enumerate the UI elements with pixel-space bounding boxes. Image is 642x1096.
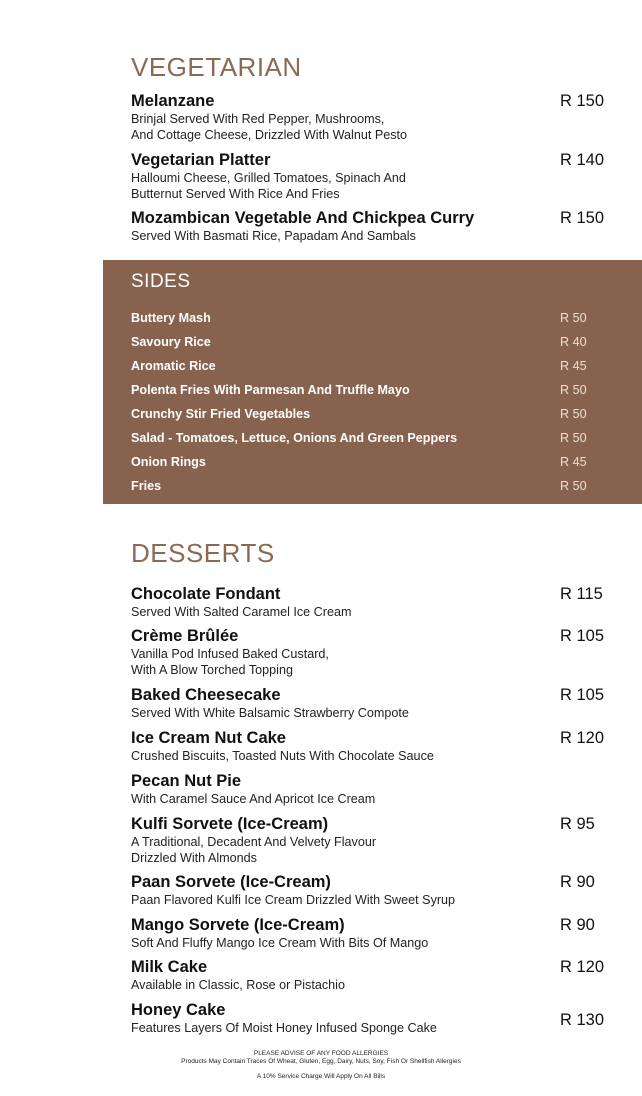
side-price: R 40 xyxy=(560,335,587,349)
menu-item-kulfi-sorvete xyxy=(131,815,641,866)
item-price: R 95 xyxy=(560,815,595,833)
menu-item-chocolate-fondant xyxy=(131,585,641,620)
desserts-heading: DESSERTS xyxy=(131,538,275,568)
menu-item-vegetarian-platter xyxy=(131,151,641,202)
item-price: R 130 xyxy=(560,1011,605,1029)
side-name: Crunchy Stir Fried Vegetables xyxy=(131,407,311,421)
menu-item-milk-cake xyxy=(131,958,641,993)
side-price: R 45 xyxy=(560,359,587,373)
side-name: Buttery Mash xyxy=(131,311,211,325)
item-description: Served With Basmati Rice, Papadam And Sambals xyxy=(131,229,416,243)
item-description: Paan Flavored Kulfi Ice Cream Drizzled With Sweet Syrup xyxy=(131,893,456,907)
item-name: Pecan Nut Pie xyxy=(131,772,242,790)
item-name: Paan Sorvete (Ice-Cream) xyxy=(131,873,331,891)
item-description: Brinjal Served With Red Pepper, Mushrooms, And Cottage Cheese, Drizzled With Walnut Pesto xyxy=(131,112,408,142)
side-item xyxy=(131,479,636,493)
item-description: Served With Salted Caramel Ice Cream xyxy=(131,605,352,619)
menu-item-baked-cheesecake xyxy=(131,686,641,721)
item-name: Milk Cake xyxy=(131,958,208,976)
service-charge-note: A 10% Service Charge Will Apply On All Bills xyxy=(256,1073,386,1080)
item-name: Mozambican Vegetable And Chickpea Curry xyxy=(131,209,475,227)
item-description: Halloumi Cheese, Grilled Tomatoes, Spinach And Butternut Served With Rice And Fries xyxy=(131,171,406,201)
item-price: R 90 xyxy=(560,873,595,891)
menu-item-paan-sorvete xyxy=(131,873,641,908)
side-item xyxy=(131,455,636,469)
item-description: Features Layers Of Moist Honey Infused Sponge Cake xyxy=(131,1021,437,1035)
side-price: R 50 xyxy=(560,407,587,421)
item-price: R 140 xyxy=(560,151,605,169)
item-description: A Traditional, Decadent And Velvety Flavour Drizzled With Almonds xyxy=(131,835,377,865)
item-name: Melanzane xyxy=(131,92,215,110)
item-description: Soft And Fluffy Mango Ice Cream With Bits Of Mango xyxy=(131,936,429,950)
side-price: R 50 xyxy=(560,383,587,397)
allergy-title: PLEASE ADVISE OF ANY FOOD ALLERGIES xyxy=(253,1050,389,1057)
item-description: Crushed Biscuits, Toasted Nuts With Chocolate Sauce xyxy=(131,749,434,763)
item-price: R 150 xyxy=(560,92,605,110)
side-name: Savoury Rice xyxy=(131,335,211,349)
side-item xyxy=(131,407,636,421)
item-description: Vanilla Pod Infused Baked Custard, With A Blow Torched Topping xyxy=(131,647,329,677)
allergy-note: Products May Contain Traces Of Wheat, Gluten, Egg, Dairy, Nuts, Soy, Fish Or Shellfish Allergies xyxy=(181,1058,461,1065)
side-name: Salad - Tomatoes, Lettuce, Onions And Green Peppers xyxy=(131,431,458,445)
item-price: R 105 xyxy=(560,627,605,645)
item-price: R 120 xyxy=(560,958,605,976)
side-item xyxy=(131,383,636,397)
item-name: Chocolate Fondant xyxy=(131,585,281,603)
sides-panel xyxy=(103,260,642,504)
item-name: Crème Brûlée xyxy=(131,627,239,645)
item-name: Mango Sorvete (Ice-Cream) xyxy=(131,916,345,934)
menu-item-honey-cake xyxy=(131,1001,641,1036)
item-price: R 150 xyxy=(560,209,605,227)
side-name: Fries xyxy=(131,479,162,493)
side-price: R 50 xyxy=(560,479,587,493)
side-price: R 50 xyxy=(560,431,587,445)
item-description: Served With White Balsamic Strawberry Compote xyxy=(131,706,409,720)
menu-item-pecan-nut-pie xyxy=(131,772,641,807)
side-name: Polenta Fries With Parmesan And Truffle Mayo xyxy=(131,383,410,397)
item-name: Baked Cheesecake xyxy=(131,686,281,704)
side-item xyxy=(131,431,636,445)
menu-item-creme-brulee xyxy=(131,627,641,678)
item-price: R 120 xyxy=(560,729,605,747)
menu-item-melanzane xyxy=(131,92,641,143)
item-price: R 90 xyxy=(560,916,595,934)
side-name: Onion Rings xyxy=(131,455,206,469)
side-item xyxy=(131,335,636,349)
side-item xyxy=(131,311,636,325)
item-description: Available in Classic, Rose or Pistachio xyxy=(131,978,345,992)
vegetarian-heading: VEGETARIAN xyxy=(131,52,302,82)
side-price: R 50 xyxy=(560,311,587,325)
side-item xyxy=(131,359,636,373)
item-name: Honey Cake xyxy=(131,1001,226,1019)
menu-item-ice-cream-nut-cake xyxy=(131,729,641,764)
side-price: R 45 xyxy=(560,455,587,469)
side-name: Aromatic Rice xyxy=(131,359,216,373)
item-price: R 105 xyxy=(560,686,605,704)
menu-item-mango-sorvete xyxy=(131,916,641,951)
item-name: Vegetarian Platter xyxy=(131,151,271,169)
sides-heading: SIDES xyxy=(131,271,191,292)
item-description: With Caramel Sauce And Apricot Ice Cream xyxy=(131,792,376,806)
menu-item-chickpea-curry xyxy=(131,209,641,244)
item-name: Kulfi Sorvete (Ice-Cream) xyxy=(131,815,329,833)
item-price: R 115 xyxy=(560,585,603,603)
item-name: Ice Cream Nut Cake xyxy=(131,729,286,747)
